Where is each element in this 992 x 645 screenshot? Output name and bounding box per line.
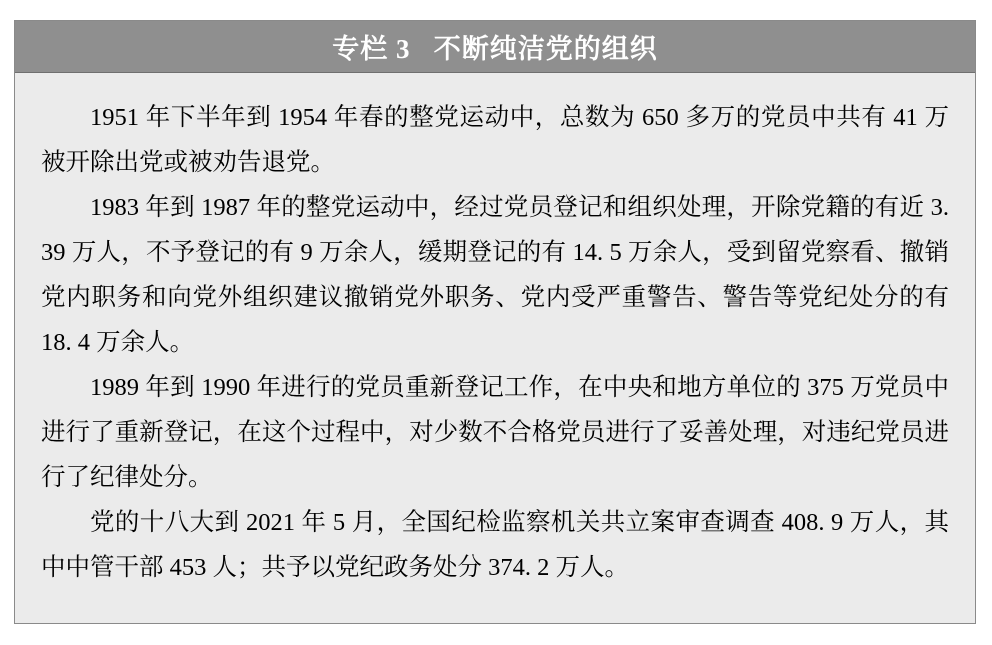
paragraph: 1951 年下半年到 1954 年春的整党运动中，总数为 650 多万的党员中共有 41 万被开除出党或被劝告退党。: [41, 104, 949, 176]
paragraph: 1983 年到 1987 年的整党运动中，经过党员登记和组织处理，开除党籍的有近 3. 39 万人，不予登记的有 9 万余人，缓期登记的有 14. 5 万余人，受到留党察看、撤销党内职务和向党外组织建议撤销党外职务、党内受严重警告、警告等党纪处分的有 18. 4 万余人。: [41, 194, 949, 356]
feature-box-body: [15, 73, 975, 600]
feature-box-header: [15, 21, 975, 73]
feature-box-title: 专栏 3 不断纯洁党的组织: [332, 34, 658, 64]
paragraph: 1989 年到 1990 年进行的党员重新登记工作，在中央和地方单位的 375 万党员中进行了重新登记，在这个过程中，对少数不合格党员进行了妥善处理，对违纪党员进行了纪律处分。: [41, 374, 949, 491]
paragraph: 党的十八大到 2021 年 5 月，全国纪检监察机关共立案审查调查 408. 9 万人，其中中管干部 453 人；共予以党纪政务处分 374. 2 万人。: [41, 509, 949, 581]
feature-box: [14, 20, 976, 624]
